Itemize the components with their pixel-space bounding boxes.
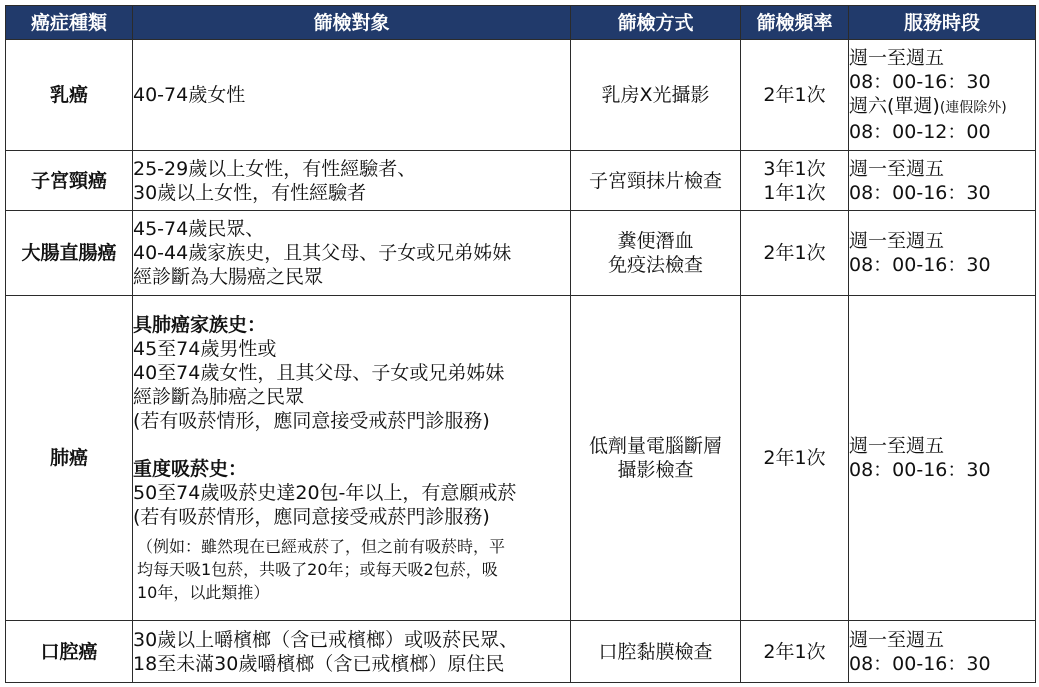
header-service-hours: 服務時段 bbox=[849, 6, 1036, 40]
hours-line: 週一至週五 bbox=[849, 435, 945, 457]
table-row bbox=[6, 296, 1036, 621]
service-hours-cell bbox=[849, 40, 1036, 151]
table-row bbox=[6, 621, 1036, 683]
table-row bbox=[6, 40, 1036, 151]
target-line: 25-29歲以上女性，有性經驗者、 bbox=[133, 157, 417, 180]
header-cancer-type: 癌症種類 bbox=[6, 6, 133, 40]
cancer-type-cell: 肺癌 bbox=[6, 296, 133, 621]
hours-line: 08：00-12：00 bbox=[849, 121, 991, 143]
frequency-line: 2年1次 bbox=[763, 447, 826, 469]
header-screening-target: 篩檢對象 bbox=[133, 6, 571, 40]
hours-line: 週一至週五 bbox=[849, 230, 945, 252]
target-line: 經診斷為大腸癌之民眾 bbox=[133, 266, 324, 288]
header-screening-frequency: 篩檢頻率 bbox=[741, 6, 849, 40]
example-note bbox=[133, 529, 570, 604]
target-line: 30歲以上嚼檳榔（含已戒檳榔）或吸菸民眾、 bbox=[133, 628, 519, 651]
saturday-label: 週六(單週) bbox=[849, 95, 940, 117]
service-hours-cell bbox=[849, 621, 1036, 683]
service-hours-cell bbox=[849, 211, 1036, 296]
hours-line: 08：00-16：30 bbox=[849, 254, 991, 276]
screening-frequency-cell bbox=[741, 211, 849, 296]
frequency-line: 2年1次 bbox=[763, 84, 826, 106]
service-hours-cell bbox=[849, 151, 1036, 211]
method-line: 低劑量電腦斷層 bbox=[588, 435, 722, 457]
target-line: 經診斷為肺癌之民眾 bbox=[133, 385, 305, 408]
frequency-line: 2年1次 bbox=[763, 640, 826, 663]
hours-line: 週一至週五 bbox=[849, 157, 945, 180]
screening-method-cell bbox=[571, 151, 741, 211]
screening-target-cell bbox=[133, 151, 571, 211]
note-line: 均每天吸1包菸，共吸了20年；或每天吸2包菸，吸 bbox=[137, 559, 498, 579]
screening-frequency-cell bbox=[741, 151, 849, 211]
frequency-line: 2年1次 bbox=[763, 242, 826, 264]
holiday-exception-note: (連假除外) bbox=[939, 100, 1007, 116]
target-line: (若有吸菸情形，應同意接受戒菸門診服務) bbox=[133, 505, 490, 528]
screening-frequency-cell bbox=[741, 621, 849, 683]
target-line: 45-74歲民眾、 bbox=[133, 218, 265, 240]
method-line: 攝影檢查 bbox=[617, 459, 694, 481]
hours-line: 週一至週五 bbox=[849, 47, 945, 69]
cancer-type-cell: 大腸直腸癌 bbox=[6, 211, 133, 296]
hours-line: 08：00-16：30 bbox=[849, 181, 991, 204]
cancer-type-cell: 口腔癌 bbox=[6, 621, 133, 683]
header-row bbox=[6, 6, 1036, 40]
screening-target-cell bbox=[133, 40, 571, 151]
note-line: （例如：雖然現在已經戒菸了，但之前有吸菸時，平 bbox=[137, 536, 506, 556]
method-line: 免疫法檢查 bbox=[607, 254, 703, 276]
screening-method-cell bbox=[571, 40, 741, 151]
hours-line bbox=[849, 94, 1035, 120]
screening-method-cell bbox=[571, 621, 741, 683]
heavy-smoker-heading: 重度吸菸史： bbox=[133, 457, 248, 480]
target-line: 40至74歲女性，且其父母、子女或兄弟姊妹 bbox=[133, 361, 505, 384]
screening-target-cell bbox=[133, 211, 571, 296]
cancer-type-cell: 子宮頸癌 bbox=[6, 151, 133, 211]
target-line: 30歲以上女性，有性經驗者 bbox=[133, 181, 367, 204]
hours-line: 週一至週五 bbox=[849, 628, 945, 651]
screening-target-cell bbox=[133, 296, 571, 621]
service-hours-cell bbox=[849, 296, 1036, 621]
target-line: 45至74歲男性或 bbox=[133, 337, 277, 360]
target-line: 50至74歲吸菸史達20包-年以上，有意願戒菸 bbox=[133, 481, 517, 504]
hours-line: 08：00-16：30 bbox=[849, 652, 991, 675]
table-row bbox=[6, 151, 1036, 211]
header-screening-method: 篩檢方式 bbox=[571, 6, 741, 40]
screening-method-cell bbox=[571, 296, 741, 621]
table-row bbox=[6, 211, 1036, 296]
cancer-type-cell: 乳癌 bbox=[6, 40, 133, 151]
target-line: 40-74歲女性 bbox=[133, 84, 246, 106]
method-line: 乳房X光攝影 bbox=[601, 84, 710, 106]
screening-method-cell bbox=[571, 211, 741, 296]
spacer bbox=[133, 433, 570, 457]
method-line: 子宮頸抹片檢查 bbox=[588, 169, 722, 192]
target-line: (若有吸菸情形，應同意接受戒菸門診服務) bbox=[133, 409, 490, 432]
family-history-heading: 具肺癌家族史： bbox=[133, 313, 267, 336]
screening-frequency-cell bbox=[741, 296, 849, 621]
hours-line: 08：00-16：30 bbox=[849, 71, 991, 93]
screening-frequency-cell bbox=[741, 40, 849, 151]
target-line: 40-44歲家族史，且其父母、子女或兄弟姊妹 bbox=[133, 242, 512, 264]
cancer-screening-table bbox=[5, 5, 1036, 683]
method-line: 糞便潛血 bbox=[617, 230, 694, 252]
frequency-line: 3年1次 bbox=[763, 157, 826, 180]
method-line: 口腔黏膜檢查 bbox=[598, 640, 713, 663]
target-line: 18至未滿30歲嚼檳榔（含已戒檳榔）原住民 bbox=[133, 652, 505, 675]
hours-line: 08：00-16：30 bbox=[849, 459, 991, 481]
frequency-line: 1年1次 bbox=[763, 181, 826, 204]
screening-target-cell bbox=[133, 621, 571, 683]
note-line: 10年，以此類推） bbox=[137, 582, 270, 602]
